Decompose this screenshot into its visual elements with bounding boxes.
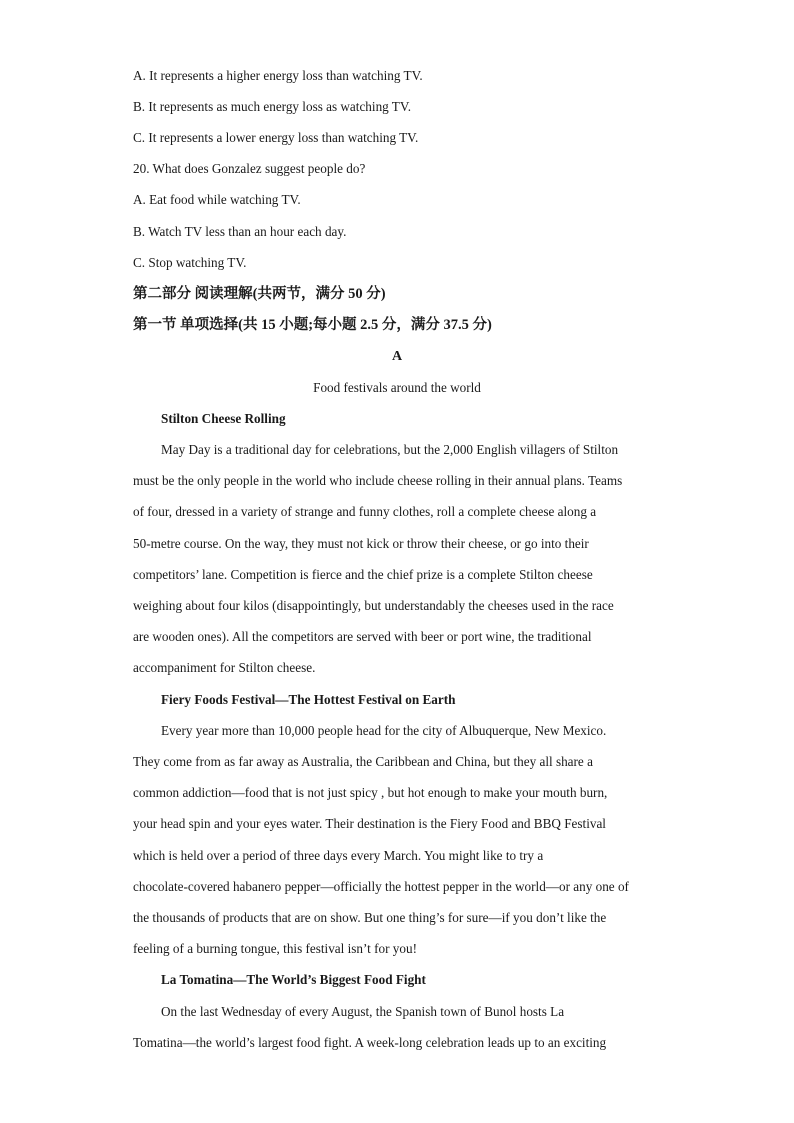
q20-option-b: B. Watch TV less than an hour each day. (133, 224, 347, 239)
paragraph-line: must be the only people in the world who include cheese rolling in their annual plans. Teams (133, 473, 623, 488)
part-heading: 第二部分 阅读理解(共两节，满分 50 分) (133, 286, 386, 302)
q20-option-a: A. Eat food while watching TV. (133, 192, 301, 207)
paragraph-line: They come from as far away as Australia, the Caribbean and China, but they all share a (133, 754, 593, 769)
passage-letter: A (391, 349, 403, 364)
q20-option-c: C. Stop watching TV. (133, 255, 247, 270)
paragraph-line: Tomatina—the world’s largest food fight. A week-long celebration leads up to an exciting (133, 1035, 607, 1050)
paragraph-line: accompaniment for Stilton cheese. (133, 660, 316, 675)
passage-title: Food festivals around the world (313, 380, 481, 395)
paragraph-line: are wooden ones). All the competitors are served with beer or port wine, the traditional (133, 629, 592, 644)
q19-option-c: C. It represents a lower energy loss than watching TV. (133, 130, 419, 145)
paragraph-line: feeling of a burning tongue, this festival isn’t for you! (133, 941, 417, 956)
paragraph-line: 50-metre course. On the way, they must not kick or throw their cheese, or go into their (133, 536, 589, 551)
q20-question: 20. What does Gonzalez suggest people do? (133, 161, 366, 176)
festival-heading: La Tomatina—The World’s Biggest Food Fight (161, 972, 426, 987)
paragraph-line: your head spin and your eyes water. Their destination is the Fiery Food and BBQ Festival (133, 816, 606, 831)
festival-heading: Stilton Cheese Rolling (161, 411, 286, 426)
paragraph-line: which is held over a period of three days every March. You might like to try a (133, 848, 544, 863)
q19-option-b: B. It represents as much energy loss as watching TV. (133, 99, 411, 114)
paragraph-line: On the last Wednesday of every August, the Spanish town of Bunol hosts La (161, 1004, 565, 1019)
paragraph-line: common addiction—food that is not just spicy , but hot enough to make your mouth burn, (133, 785, 608, 800)
paragraph-line: May Day is a traditional day for celebrations, but the 2,000 English villagers of Stilton (161, 442, 619, 457)
festival-heading: Fiery Foods Festival—The Hottest Festival on Earth (161, 692, 456, 707)
paragraph-line: of four, dressed in a variety of strange and funny clothes, roll a complete cheese along a (133, 504, 597, 519)
paragraph-line: chocolate-covered habanero pepper—officially the hottest pepper in the world—or any one of (133, 879, 629, 894)
paragraph-line: Every year more than 10,000 people head for the city of Albuquerque, New Mexico. (161, 723, 607, 738)
paragraph-line: weighing about four kilos (disappointingly, but understandably the cheeses used in the race (133, 598, 614, 613)
paragraph-line: the thousands of products that are on show. But one thing’s for sure—if you don’t like the (133, 910, 607, 925)
paragraph-line: competitors’ lane. Competition is fierce and the chief prize is a complete Stilton cheese (133, 567, 593, 582)
section-heading: 第一节 单项选择(共 15 小题;每小题 2.5 分，满分 37.5 分) (133, 317, 492, 333)
q19-option-a: A. It represents a higher energy loss than watching TV. (133, 68, 423, 83)
